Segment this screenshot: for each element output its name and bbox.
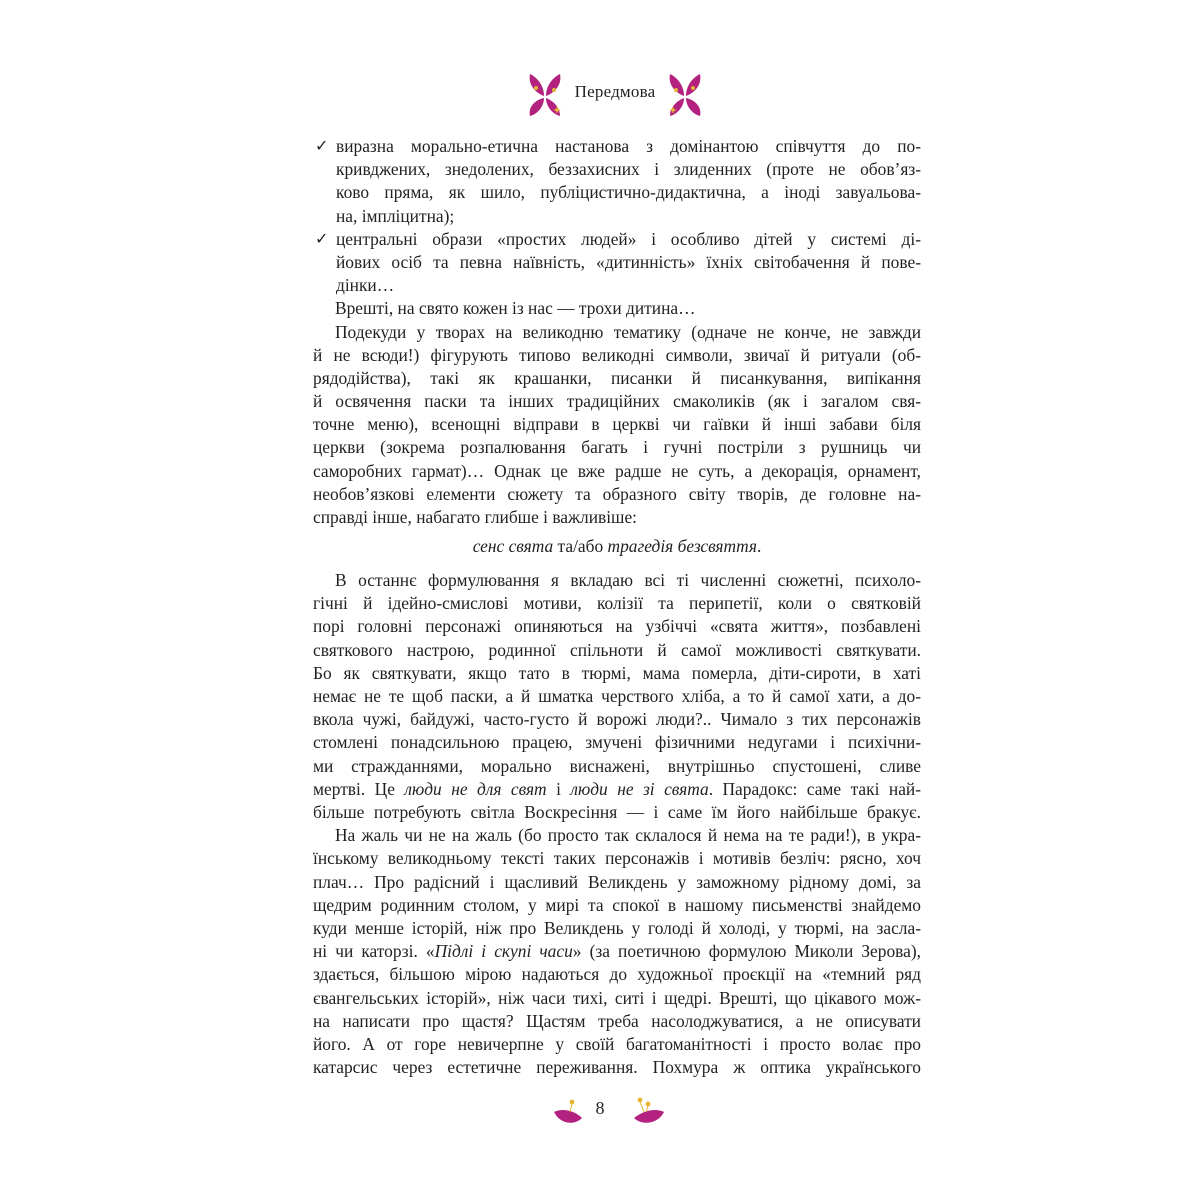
- text-line: ✓ центральні образи «простих людей» і особливо дітей у системі ді-: [313, 228, 921, 251]
- left-floral-ornament-icon: [526, 70, 564, 120]
- right-floral-ornament-icon: [666, 70, 704, 120]
- text-line: святкового настрою, родинної спільноти й самої можливості святкувати.: [313, 639, 921, 660]
- text-line: ✓ виразна морально-етична настанова з домінантою співчуття до по-: [313, 135, 921, 158]
- checkmark-bullet-icon: ✓: [315, 230, 329, 248]
- text-line: В останнє формулювання я вкладаю всі ті численні сюжетні, психоло-: [335, 570, 921, 590]
- text-line: ково пряма, як шило, публіцистично-дидактична, а іноді завуальова-: [336, 182, 921, 203]
- body-text-part-1: [313, 135, 921, 529]
- text-line: вкола чужі, байдужі, часто-густо й ворожі люди?.. Чимало з тих персонажів: [313, 709, 921, 730]
- text-line: необов’язкові елементи сюжету та образного світу творів, де головне на-: [313, 483, 921, 504]
- text-line: катарсис через естетичне переживання. Похмура ж оптика українського: [313, 1057, 921, 1078]
- running-head: [0, 64, 1200, 124]
- body-text-italic-line-2: [313, 940, 921, 963]
- text-line: рядодійства), такі як крашанки, писанки й писанкування, випікання: [313, 367, 921, 388]
- text-line: й освячення паски та інших традиційних смаколиків (як і загалом свя-: [313, 391, 921, 412]
- left-footer-ornament-icon: [552, 1094, 584, 1130]
- text-line: ми стражданнями, морально виснажені, внутрішньо спустошені, сливе: [313, 755, 921, 776]
- text-line: куди менше історій, ніж про Великдень у голоді й холоді, у тюрмі, на засла-: [313, 917, 921, 938]
- text-line: на написати про щастя? Щастям треба насолоджуватися, а не описувати: [313, 1010, 921, 1031]
- text-line: гічні й ідейно-смислові мотиви, колізії та перипетії, коли о святковій: [313, 593, 921, 614]
- emphasis-connector: та/або: [553, 536, 608, 556]
- text-line: Врешті, на свято кожен із нас — трохи дитина…: [335, 298, 696, 319]
- running-head-title: Передмова: [574, 82, 656, 101]
- text-line: більше потребують світла Воскресіння — і саме їм його найбільше бракує.: [313, 802, 921, 822]
- text-line: На жаль чи не на жаль (бо просто так склалося й нема на те ради!), в укра-: [335, 825, 921, 846]
- italic-phrase-1: люди не для свят: [404, 778, 547, 799]
- text-line: здається, більшою мірою надаються до художньої проєкції на «темний ряд: [313, 964, 921, 985]
- text-line: на, імпліцитна);: [336, 205, 455, 226]
- body-text-part-3: [313, 801, 921, 940]
- checkmark-bullet-icon: ✓: [315, 138, 329, 155]
- page-number: 8: [595, 1098, 605, 1118]
- text-line: стомлені понадсильною працею, змучені фізичними недугами і психічни-: [313, 732, 921, 753]
- body-text-italic-line: [313, 778, 921, 801]
- text-line: щедрим родинним столом, у мирі та спокої в нашому письменстві знайдемо: [313, 894, 921, 915]
- italic-quote: Підлі і скупі часи: [434, 941, 573, 962]
- text-line: справді інше, набагато глибше і важливіше:: [313, 507, 638, 527]
- text-line: дінки…: [336, 275, 395, 296]
- page-footer: [0, 1090, 1200, 1140]
- text-line: ні чи каторзі. «Підлі і скупі часи» (за поетичною формулою Миколи Зерова),: [313, 941, 921, 962]
- text-line: порі головні персонажі опиняються на узбіччі «свята життя», позбавлені: [313, 616, 921, 637]
- text-line: мертві. Це люди не для свят і люди не зі свята. Парадокс: саме такі най-: [313, 778, 921, 799]
- text-line: кривджених, знедолених, беззахисних і злиденних (проте не обов’яз-: [336, 159, 921, 180]
- text-line: саморобних гармат)… Однак це вже радше не суть, а декорація, орнамент,: [313, 460, 921, 481]
- text-line: його. А от горе невичерпне у своїй багатоманітності і просто волає про: [313, 1033, 921, 1054]
- text-line: їнському великодньому тексті таких персонажів і мотивів безліч: рясно, хоч: [313, 848, 921, 869]
- body-text-part-4: [313, 963, 921, 1079]
- text-line: плач… Про радісний і щасливий Великдень у заможному рідному домі, за: [313, 871, 921, 892]
- right-footer-ornament-icon: [626, 1094, 666, 1130]
- emphasis-tragedy: трагедія безсвяття: [607, 536, 757, 556]
- emphasis-period: .: [756, 536, 762, 556]
- text-line: Подекуди у творах на великодню тематику (одначе не конче, не завжди: [335, 321, 921, 342]
- text-line: й не всюди!) фігурують типово великодні символи, звичаї й ритуали (об-: [313, 344, 921, 365]
- emphasis-sense-of-holiday: сенс свята: [472, 536, 554, 556]
- italic-phrase-2: люди не зі свята: [570, 778, 709, 799]
- centered-emphasis-line: [313, 535, 921, 558]
- text-line: Бо як святкувати, якщо тато в тюрмі, мама померла, діти-сироти, в хаті: [313, 662, 921, 683]
- text-line: євангельських історій», ніж часи тихі, ситі і щедрі. Врешті, що цікавого мож-: [313, 987, 921, 1008]
- text-line: точне меню), всенощні відправи в церкві чи гаївки й інші забави біля: [313, 414, 921, 435]
- body-text-part-2: [313, 569, 921, 778]
- text-line: немає не те щоб паски, а й шматка черствого хліба, а то й самої хати, а до-: [313, 685, 921, 706]
- text-line: церкви (зокрема розпалювання багать і гучні постріли з рушниць чи: [313, 437, 921, 458]
- text-line: йових осіб та певна наївність, «дитинність» їхніх світобачення й пове-: [336, 251, 921, 272]
